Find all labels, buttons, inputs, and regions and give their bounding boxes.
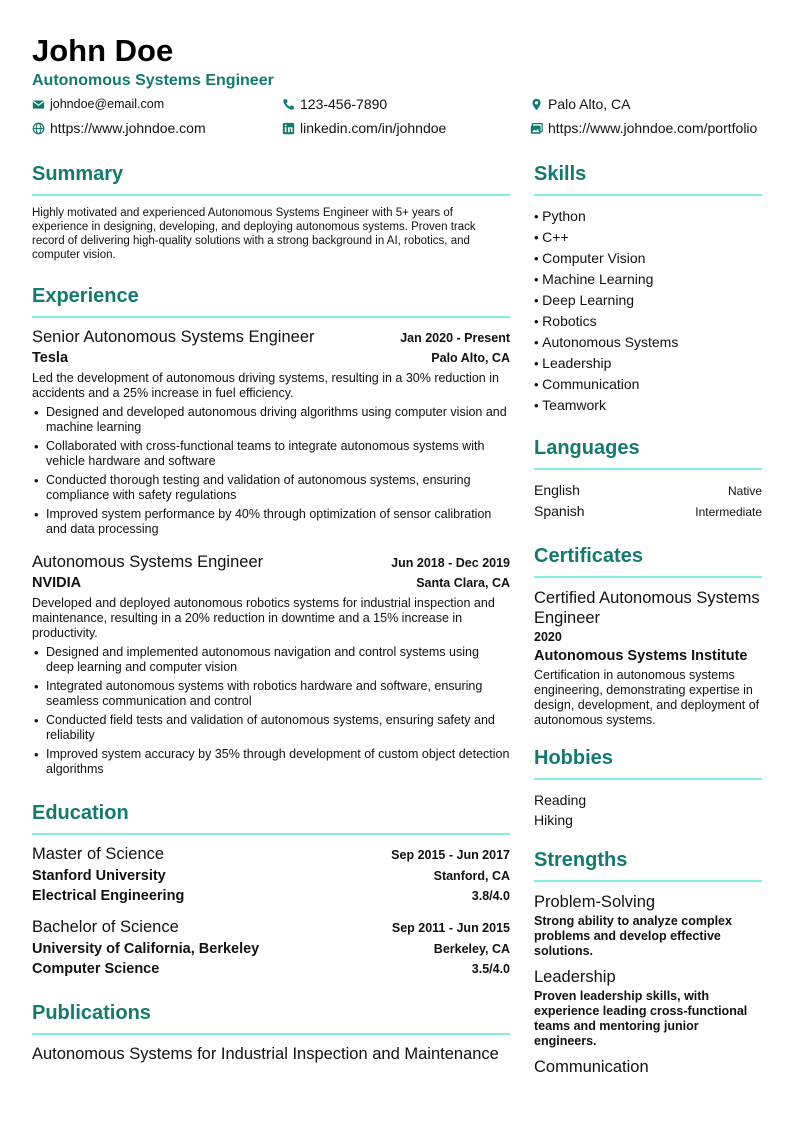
candidate-role: Autonomous Systems Engineer xyxy=(32,72,274,89)
job-bullet: • Conducted thorough testing and validation of autonomous systems, ensuring compliance with safety regulations xyxy=(32,473,510,503)
email-text: johndoe@email.com xyxy=(50,97,165,111)
education-dates: Sep 2011 - Jun 2015 xyxy=(391,921,510,935)
job-bullet: • Collaborated with cross-functional teams to integrate autonomous systems with vehicle hardware and software xyxy=(32,439,510,469)
school-name: Stanford University xyxy=(32,868,166,884)
experience-entry xyxy=(32,553,510,777)
linkedin-text: linkedin.com/in/johndoe xyxy=(300,120,447,136)
publication-title: Autonomous Systems for Industrial Inspection and Maintenance xyxy=(32,1045,499,1063)
certificate-year: 2020 xyxy=(534,630,562,644)
education-dates: Sep 2015 - Jun 2017 xyxy=(391,848,510,862)
contact-phone[interactable] xyxy=(282,96,387,112)
job-dates: Jan 2020 - Present xyxy=(400,331,510,345)
skill-item: • Robotics xyxy=(534,311,762,332)
job-bullet: • Improved system accuracy by 35% through development of custom object detection algorithms xyxy=(32,747,510,777)
hobbies-heading: Hobbies xyxy=(534,744,762,780)
hobbies-list xyxy=(534,790,762,830)
envelope-icon xyxy=(32,98,45,111)
skill-item: • Deep Learning xyxy=(534,290,762,311)
skill-item: • Python xyxy=(534,206,762,227)
field-of-study: Electrical Engineering xyxy=(32,888,185,904)
skill-item: • Communication xyxy=(534,374,762,395)
field-of-study: Computer Science xyxy=(32,961,160,977)
location-text: Palo Alto, CA xyxy=(548,96,631,112)
right-column xyxy=(534,160,762,1077)
job-location: Palo Alto, CA xyxy=(431,351,510,365)
skills-heading: Skills xyxy=(534,160,762,196)
strength-description: Strong ability to analyze complex problems and develop effective solutions. xyxy=(534,914,732,958)
resume-header xyxy=(32,33,772,136)
contact-portfolio[interactable] xyxy=(530,120,757,136)
job-bullet: • Improved system performance by 40% through optimization of sensor calibration and data processing xyxy=(32,507,510,537)
skill-item: • Computer Vision xyxy=(534,248,762,269)
company-name: NVIDIA xyxy=(32,575,82,591)
degree: Bachelor of Science xyxy=(32,918,179,936)
experience-entry xyxy=(32,328,510,537)
job-description: Developed and deployed autonomous robotics systems for industrial inspection and maintenance, resulting in a 20% reduction in downtime and a 15% increase in productivity. xyxy=(32,596,495,640)
skill-item: • C++ xyxy=(534,227,762,248)
hobby-item: Hiking xyxy=(534,812,573,828)
hobby-item: Reading xyxy=(534,792,587,808)
strength-name: Problem-Solving xyxy=(534,893,656,911)
certificate-issuer: Autonomous Systems Institute xyxy=(534,648,748,664)
contact-location xyxy=(530,96,631,112)
portfolio-icon xyxy=(530,122,543,135)
education-heading: Education xyxy=(32,799,510,835)
skills-list xyxy=(534,206,762,416)
skill-item: • Autonomous Systems xyxy=(534,332,762,353)
phone-text: 123-456-7890 xyxy=(300,96,388,112)
strength-name: Leadership xyxy=(534,968,616,986)
linkedin-icon xyxy=(282,122,295,135)
language-item xyxy=(534,480,762,501)
website-text: https://www.johndoe.com xyxy=(50,120,206,136)
certificate-entry xyxy=(534,588,762,728)
gpa: 3.5/4.0 xyxy=(471,962,510,976)
phone-icon xyxy=(282,98,295,111)
school-location: Stanford, CA xyxy=(433,869,510,883)
certificate-name: Certified Autonomous Systems Engineer xyxy=(534,589,760,627)
strength-entry xyxy=(534,1057,762,1077)
left-column xyxy=(32,160,510,1064)
strength-entry xyxy=(534,892,762,959)
education-entry xyxy=(32,918,510,977)
job-dates: Jun 2018 - Dec 2019 xyxy=(391,556,510,570)
experience-heading: Experience xyxy=(32,282,510,318)
summary-text: Highly motivated and experienced Autonomous Systems Engineer with 5+ years of experience in designing, developing, and deploying autonomous systems. Proven track record of delivering high-quality solutions with a strong background in AI, robotics, and computer vision. xyxy=(32,207,476,261)
certificate-description: Certification in autonomous systems engineering, demonstrating expertise in design, development, and deployment of autonomous systems. xyxy=(534,668,760,727)
publications-heading: Publications xyxy=(32,999,510,1035)
languages-list xyxy=(534,480,762,522)
contact-linkedin[interactable] xyxy=(282,120,446,136)
language-item xyxy=(534,501,762,522)
education-entry xyxy=(32,845,510,904)
company-name: Tesla xyxy=(32,350,69,366)
languages-heading: Languages xyxy=(534,434,762,470)
contact-email[interactable] xyxy=(32,97,164,111)
skill-item: • Teamwork xyxy=(534,395,762,416)
strength-name: Communication xyxy=(534,1058,649,1076)
skill-item: • Machine Learning xyxy=(534,269,762,290)
job-title: Autonomous Systems Engineer xyxy=(32,553,264,571)
job-title: Senior Autonomous Systems Engineer xyxy=(32,328,315,346)
job-bullets xyxy=(32,645,510,777)
certificates-heading: Certificates xyxy=(534,542,762,578)
strengths-heading: Strengths xyxy=(534,846,762,882)
language-level: Intermediate xyxy=(695,505,762,519)
gpa: 3.8/4.0 xyxy=(471,889,510,903)
map-pin-icon xyxy=(530,98,543,111)
language-level: Native xyxy=(727,484,762,498)
globe-icon xyxy=(32,122,45,135)
job-location: Santa Clara, CA xyxy=(416,576,510,590)
school-location: Berkeley, CA xyxy=(433,942,510,956)
degree: Master of Science xyxy=(32,845,165,863)
contact-website[interactable] xyxy=(32,120,206,136)
job-bullet: • Designed and developed autonomous driving algorithms using computer vision and machine learning xyxy=(32,405,510,435)
candidate-name: John Doe xyxy=(32,33,174,68)
skill-item: • Leadership xyxy=(534,353,762,374)
strength-description: Proven leadership skills, with experience leading cross-functional teams and mentoring junior engineers. xyxy=(534,989,748,1048)
portfolio-text: https://www.johndoe.com/portfolio xyxy=(548,120,758,136)
strength-entry xyxy=(534,967,762,1049)
job-bullets xyxy=(32,405,510,537)
job-bullet: • Conducted field tests and validation of autonomous systems, ensuring safety and reliability xyxy=(32,713,510,743)
language-name: English xyxy=(534,482,580,498)
job-bullet: • Integrated autonomous systems with robotics hardware and software, ensuring seamless communication and control xyxy=(32,679,510,709)
job-description: Led the development of autonomous driving systems, resulting in a 30% reduction in accidents and a 25% increase in fuel efficiency. xyxy=(32,371,499,400)
job-bullet: • Designed and implemented autonomous navigation and control systems using deep learning and computer vision xyxy=(32,645,510,675)
language-name: Spanish xyxy=(534,503,585,519)
school-name: University of California, Berkeley xyxy=(32,941,260,957)
summary-heading: Summary xyxy=(32,160,510,196)
